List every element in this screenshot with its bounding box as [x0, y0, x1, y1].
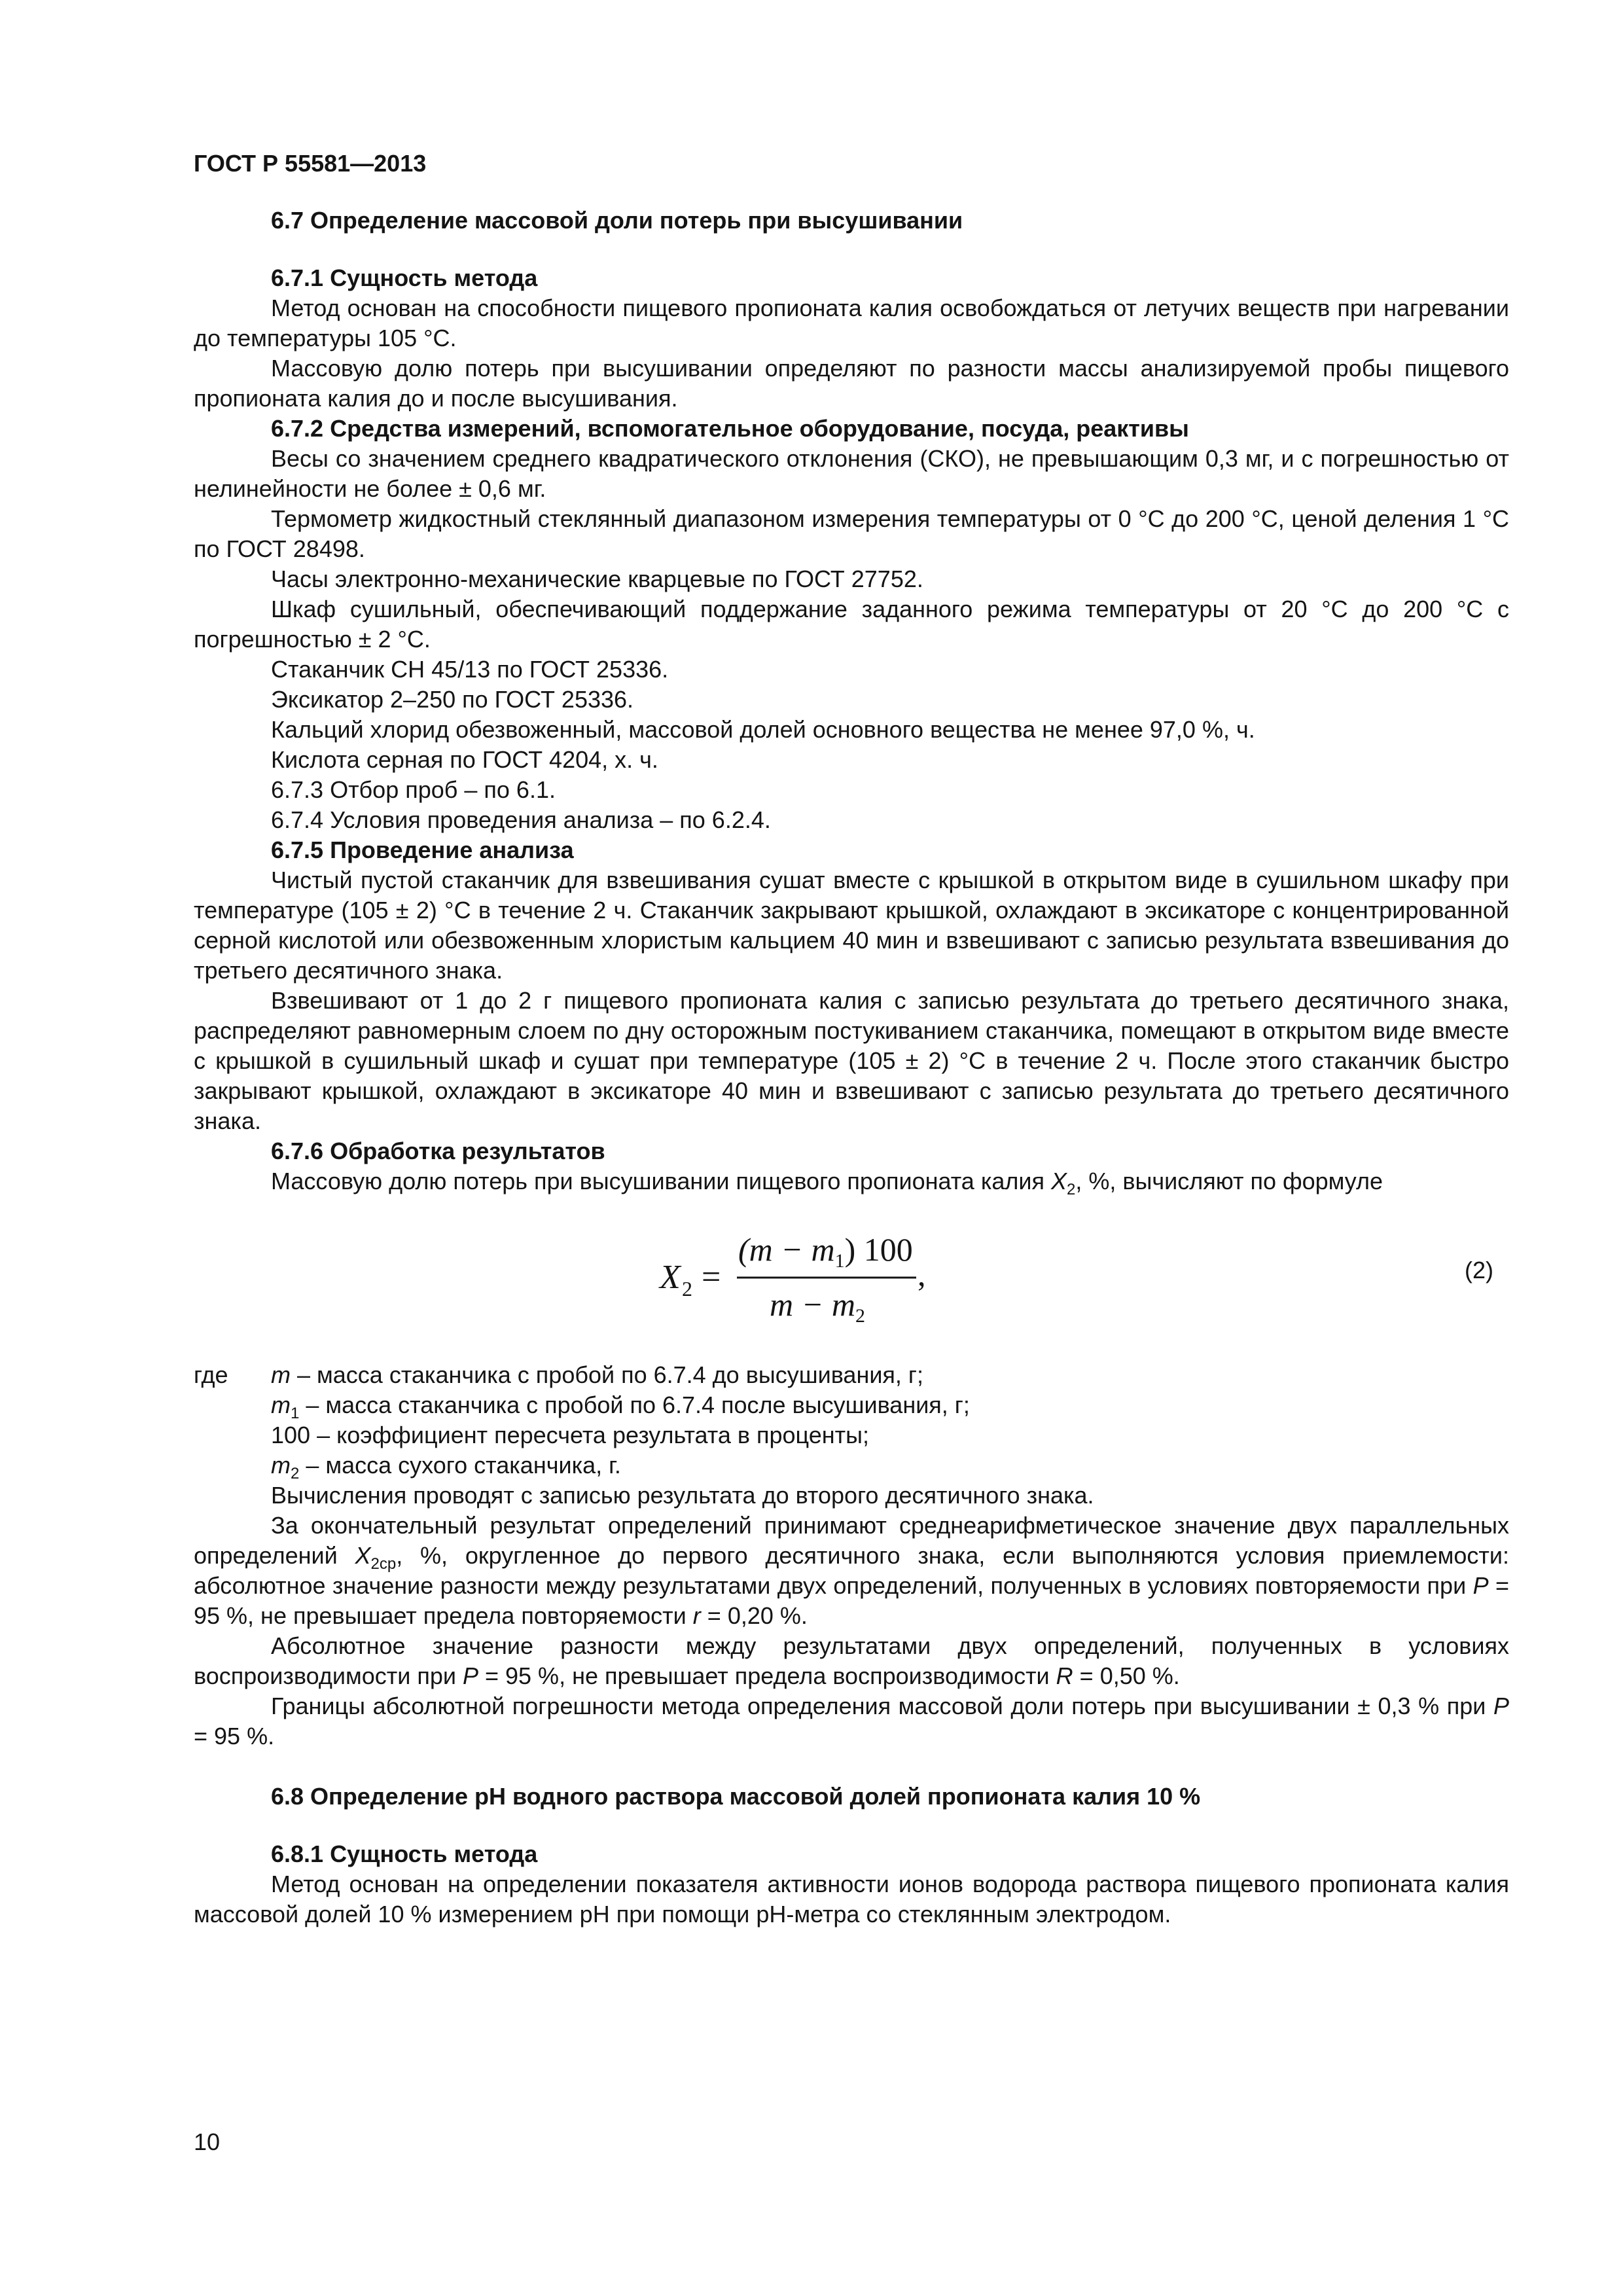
formula-denominator: $m - m_2$	[770, 1286, 865, 1327]
where-label: где	[194, 1361, 228, 1388]
paragraph: Метод основан на определении показателя активности ионов водорода раствора пищевого пропионата калия массовой долей 10 % измерением рН при помощи рН-метра со стеклянным электродом.	[194, 1871, 1509, 1928]
equipment-item: Эксикатор 2–250 по ГОСТ 25336.	[271, 686, 634, 713]
page-number: 10	[194, 2128, 221, 2155]
paragraph: Взвешивают от 1 до 2 г пищевого пропионата калия с записью результата до третьего десятичного знака, распределяют равномерным слоем по дну осторожным постукиванием стаканчика, помещают в открытом виде вместе с крышкой в сушильный шкаф и сушат при температуре (105 ± 2) °С в течение 2 ч. После этого стаканчик быстро закрывают крышкой, охлаждают в эксикаторе 40 мин и взвешивают с записью результата до третьего десятичного знака.	[194, 987, 1509, 1134]
paragraph: Чистый пустой стаканчик для взвешивания сушат вместе с крышкой в открытом виде в сушильном шкафу при температуре (105 ± 2) °С в течение 2 ч. Стаканчик закрывают крышкой, охлаждают в эксикаторе с концентрированной серной кислотой или обезвоженным хлористым кальцием 40 мин и взвешивают с записью результата взвешивания до третьего десятичного знака.	[194, 867, 1509, 984]
section-6-8-1-title: 6.8.1 Сущность метода	[271, 1840, 538, 1867]
formula-lhs: X	[660, 1259, 681, 1296]
definition-line: 100 – коэффициент пересчета результата в проценты;	[271, 1422, 870, 1448]
formula-numerator: $(m - m_1)$ 100	[738, 1231, 913, 1272]
section-6-7-6-title: 6.7.6 Обработка результатов	[271, 1138, 605, 1164]
section-6-7-title: 6.7 Определение массовой доли потерь при высушивании	[271, 207, 963, 234]
equipment-item: Термометр жидкостный стеклянный диапазоном измерения температуры от 0 °С до 200 °С, ценой деления 1 °С по ГОСТ 28498.	[194, 505, 1509, 562]
section-6-7-2-title: 6.7.2 Средства измерений, вспомогательное оборудование, посуда, реактивы	[271, 415, 1189, 442]
equation-number: (2)	[1465, 1257, 1493, 1283]
document-id: ГОСТ Р 55581—2013	[194, 150, 427, 177]
section-6-8-title: 6.8 Определение рН водного раствора массовой долей пропионата калия 10 %	[271, 1783, 1201, 1810]
paragraph: Массовую долю потерь при высушивании определяют по разности массы анализируемой пробы пищевого пропионата калия до и после высушивания.	[194, 355, 1509, 412]
equipment-item: Кальций хлорид обезвоженный, массовой долей основного вещества не менее 97,0 %, ч.	[271, 716, 1255, 743]
equipment-item: Шкаф сушильный, обеспечивающий поддержание заданного режима температуры от 20 °С до 200 °С с погрешностью ± 2 °С.	[194, 596, 1509, 653]
formula-comma: ,	[918, 1256, 926, 1293]
formula-intro: Массовую долю потерь при высушивании пищевого пропионата калия $X_2$, %, вычисляют по формуле	[271, 1168, 1383, 1199]
paragraph: Границы абсолютной погрешности метода определения массовой доли потерь при высушивании ± 0,3 % при P = 95 %.	[194, 1693, 1509, 1749]
variable-definitions	[194, 1360, 1509, 1390]
equipment-item: Весы со значением среднего квадратического отклонения (СКО), не превышающим 0,3 мг, и с погрешностью от нелинейности не более ± 0,6 мг.	[194, 445, 1509, 502]
equipment-item: Стаканчик СН 45/13 по ГОСТ 25336.	[271, 656, 669, 683]
formula-equals: =	[702, 1259, 721, 1296]
section-6-7-1-title: 6.7.1 Сущность метода	[271, 264, 538, 291]
section-6-7-4: 6.7.4 Условия проведения анализа – по 6.2.4.	[271, 806, 771, 833]
formula-2	[194, 1211, 1509, 1348]
definition-line: $m_2$ – масса сухого стаканчика, г.	[271, 1452, 621, 1483]
definition-line: $m_1$ – масса стаканчика с пробой по 6.7.4 после высушивания, г;	[271, 1391, 970, 1423]
paragraph: За окончательный результат определений принимают среднеарифметическое значение двух параллельных определений $X_{2ср}$, %, округленное до первого десятичного знака, если выполняются условия приемлемости: абсолютное значение разности между результатами двух определений, полученных в условиях повторяемости при P = 95 %, не превышает предела повторяемости r = 0,20 %.	[194, 1512, 1510, 1629]
paragraph: Метод основан на способности пищевого пропионата калия освобождаться от летучих веществ при нагревании до температуры 105 °С.	[194, 295, 1509, 351]
equipment-item: Часы электронно-механические кварцевые по ГОСТ 27752.	[271, 565, 923, 592]
section-6-7-5-title: 6.7.5 Проведение анализа	[271, 836, 574, 863]
equipment-item: Кислота серная по ГОСТ 4204, х. ч.	[271, 746, 658, 773]
section-6-7-3: 6.7.3 Отбор проб – по 6.1.	[271, 776, 556, 803]
definition-line: m – масса стаканчика с пробой по 6.7.4 до высушивания, г;	[271, 1361, 924, 1388]
paragraph: Вычисления проводят с записью результата до второго десятичного знака.	[271, 1482, 1094, 1509]
paragraph: Абсолютное значение разности между результатами двух определений, полученных в условиях воспроизводимости при P = 95 %, не превышает предела воспроизводимости R = 0,50 %.	[194, 1632, 1509, 1689]
document-page	[194, 148, 1509, 1929]
formula-block	[194, 1211, 1509, 1348]
formula-lhs-sub: 2	[682, 1277, 692, 1300]
